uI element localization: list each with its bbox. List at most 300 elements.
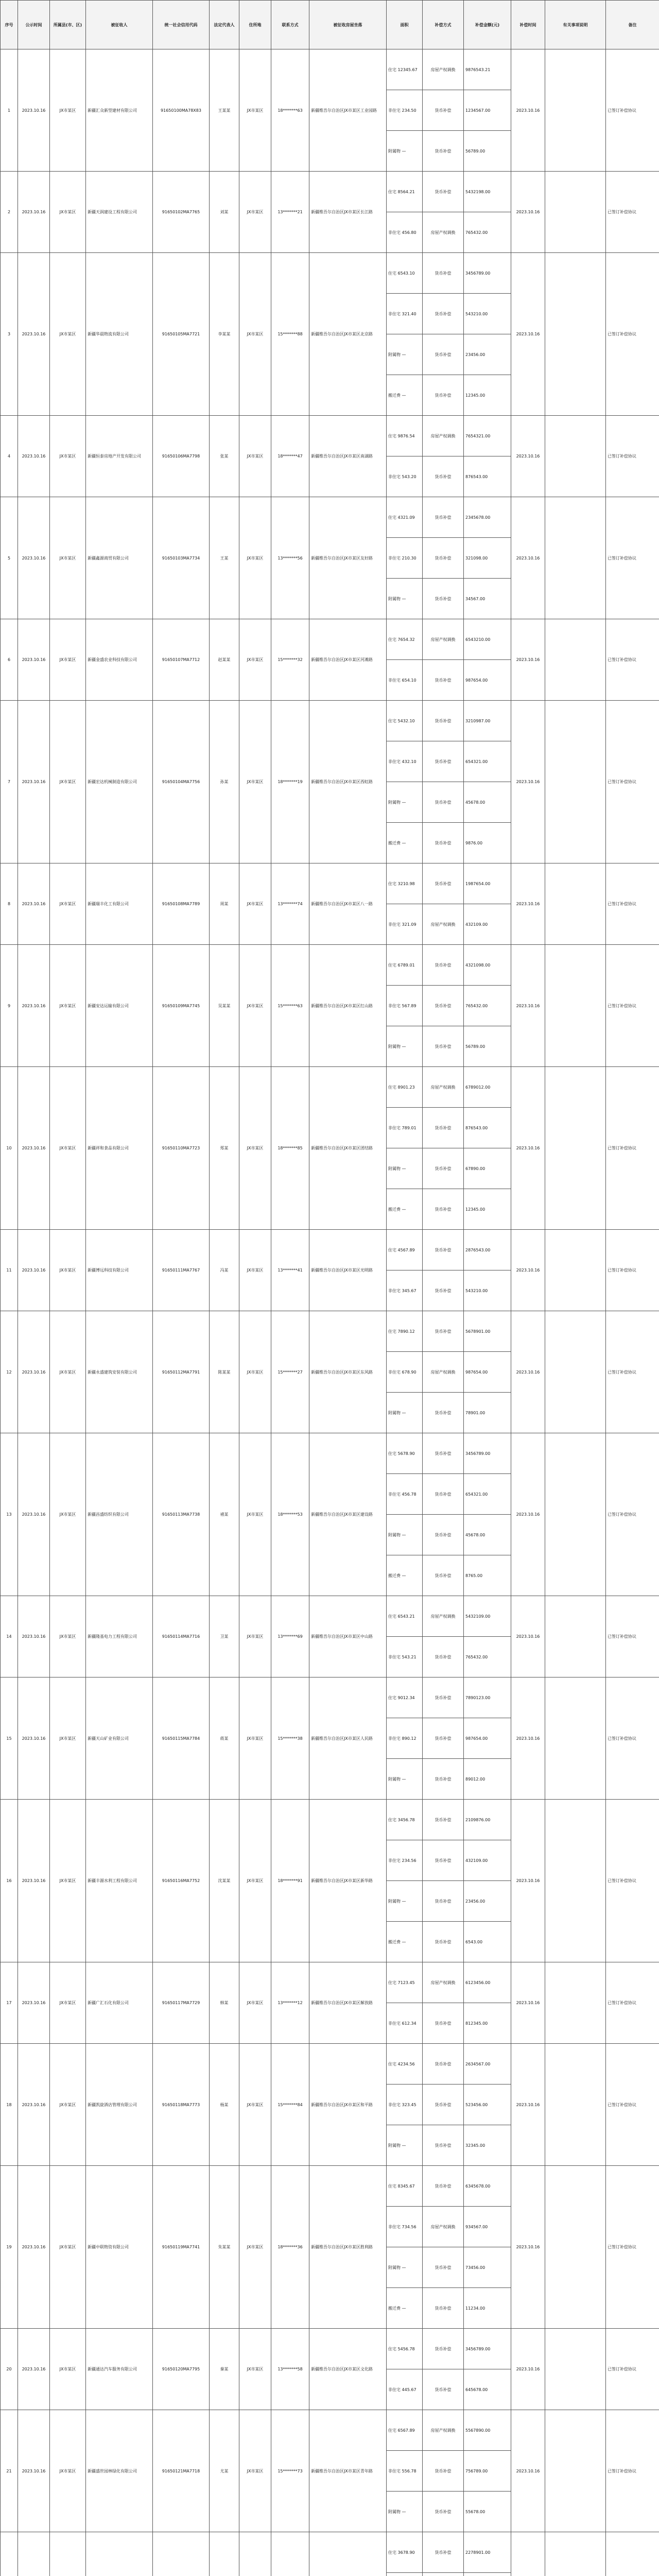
compensation-date	[511, 2532, 545, 2576]
legal-representative: 朱某某	[210, 2166, 239, 2329]
compensation-date: 2023.10.16	[511, 2329, 545, 2410]
compensation-date: 2023.10.16	[511, 49, 545, 172]
address: JX市某区	[239, 1230, 271, 1311]
address: JX市某区	[239, 497, 271, 619]
publish-date: 2023.10.16	[18, 1962, 50, 2044]
table-row	[1, 1067, 659, 1108]
area-cell: 附属物 —	[387, 579, 423, 619]
county: JX市某区	[50, 49, 86, 172]
table-row	[1, 863, 659, 904]
area-cell: 住宅 9876.54	[387, 416, 423, 456]
row-number: 7	[1, 701, 18, 863]
legal-representative: 卫某	[210, 1596, 239, 1677]
expropriated-party: 新疆通达汽车服务有限公司	[86, 2329, 153, 2410]
county: JX市某区	[50, 2410, 86, 2532]
property-location: 新疆维吾尔自治区JX市某区河滩路	[309, 619, 387, 701]
phone: 13*******21	[271, 172, 309, 253]
compensation-method: 房屋产权调换	[423, 1596, 464, 1637]
legal-representative: 杨某	[210, 2044, 239, 2166]
phone: 18*******85	[271, 1067, 309, 1230]
compensation-amount: 2278901.00	[464, 2532, 511, 2573]
expropriated-party: 新疆凯旋酒店管理有限公司	[86, 2044, 153, 2166]
compensation-method: 货币补偿	[423, 741, 464, 782]
remarks-cell	[545, 1433, 606, 1596]
county: JX市某区	[50, 701, 86, 863]
credit-code: 91650113MA7738	[153, 1433, 210, 1596]
compensation-amount: 6543210.00	[464, 619, 511, 660]
legal-representative: 刘某	[210, 172, 239, 253]
property-location: 新疆维吾尔自治区JX市某区建设路	[309, 1433, 387, 1596]
column-header: 住所地	[239, 1, 271, 49]
column-header: 序号	[1, 1, 18, 49]
phone: 13*******69	[271, 1596, 309, 1677]
compensation-date: 2023.10.16	[511, 497, 545, 619]
note: 已签订补偿协议	[606, 1596, 659, 1677]
compensation-method: 货币补偿	[423, 1474, 464, 1515]
area-cell: 非住宅 556.78	[387, 2451, 423, 2492]
compensation-method: 货币补偿	[423, 2329, 464, 2369]
table-row	[1, 2166, 659, 2207]
compensation-date: 2023.10.16	[511, 1596, 545, 1677]
area-cell: 附属物 —	[387, 2492, 423, 2532]
compensation-method: 房屋产权调换	[423, 212, 464, 253]
note: 已签订补偿协议	[606, 1800, 659, 1962]
table-row	[1, 497, 659, 538]
expropriated-party: 新疆宏达机械制造有限公司	[86, 701, 153, 863]
compensation-date: 2023.10.16	[511, 2410, 545, 2532]
compensation-method: 货币补偿	[423, 1555, 464, 1596]
compensation-amount: 6345678.00	[464, 2166, 511, 2207]
column-header: 被征收房屋坐落	[309, 1, 387, 49]
column-header: 统一社会信用代码	[153, 1, 210, 49]
compensation-method: 货币补偿	[423, 1515, 464, 1555]
table-row	[1, 49, 659, 90]
compensation-method: 货币补偿	[423, 2288, 464, 2329]
address: JX市某区	[239, 2410, 271, 2532]
legal-representative: 冯某	[210, 1230, 239, 1311]
address: JX市某区	[239, 619, 271, 701]
property-location: 新疆维吾尔自治区JX市某区文化路	[309, 2329, 387, 2410]
area-cell: 非住宅 612.34	[387, 2003, 423, 2044]
publish-date: 2023.10.16	[18, 416, 50, 497]
compensation-method: 货币补偿	[423, 1148, 464, 1189]
compensation-method: 房屋产权调换	[423, 2410, 464, 2451]
county: JX市某区	[50, 1230, 86, 1311]
property-location: 新疆维吾尔自治区JX市某区胜利路	[309, 2166, 387, 2329]
expropriated-party: 新疆昌盛纺织有限公司	[86, 1433, 153, 1596]
legal-representative: 吴某某	[210, 945, 239, 1067]
county: JX市某区	[50, 1067, 86, 1230]
column-header: 补偿时间	[511, 1, 545, 49]
compensation-amount: 67890.00	[464, 1148, 511, 1189]
row-number: 4	[1, 416, 18, 497]
compensation-amount	[464, 2573, 511, 2576]
row-number: 5	[1, 497, 18, 619]
compensation-method: 货币补偿	[423, 2492, 464, 2532]
publish-date: 2023.10.16	[18, 49, 50, 172]
property-location: 新疆维吾尔自治区JX市某区团结路	[309, 1067, 387, 1230]
county: JX市某区	[50, 2329, 86, 2410]
credit-code: 91650115MA7784	[153, 1677, 210, 1800]
area-cell: 非住宅 234.50	[387, 90, 423, 131]
area-cell: 非住宅 678.90	[387, 1352, 423, 1393]
property-location: 新疆维吾尔自治区JX市某区光明路	[309, 1230, 387, 1311]
compensation-amount: 12345.00	[464, 375, 511, 416]
area-cell	[387, 2573, 423, 2576]
compensation-amount: 1234567.00	[464, 90, 511, 131]
credit-code: 91650114MA7716	[153, 1596, 210, 1677]
compensation-date: 2023.10.16	[511, 1311, 545, 1433]
county: JX市某区	[50, 497, 86, 619]
area-cell: 附属物 —	[387, 2247, 423, 2288]
compensation-amount: 5432198.00	[464, 172, 511, 212]
compensation-amount: 432109.00	[464, 904, 511, 945]
remarks-cell	[545, 2532, 606, 2576]
address	[239, 2532, 271, 2576]
compensation-amount: 5567890.00	[464, 2410, 511, 2451]
table-row	[1, 1230, 659, 1270]
compensation-method: 货币补偿	[423, 945, 464, 986]
address: JX市某区	[239, 49, 271, 172]
column-header: 所属县(市、区)	[50, 1, 86, 49]
column-header: 法定代表人	[210, 1, 239, 49]
credit-code: 91650102MA7765	[153, 172, 210, 253]
compensation-method: 货币补偿	[423, 2125, 464, 2166]
compensation-amount: 56789.00	[464, 1026, 511, 1067]
column-header: 补偿金额(元)	[464, 1, 511, 49]
row-number: 2	[1, 172, 18, 253]
compensation-amount: 45678.00	[464, 782, 511, 823]
remarks-cell	[545, 2044, 606, 2166]
note: 已签订补偿协议	[606, 2044, 659, 2166]
note: 已签订补偿协议	[606, 1677, 659, 1800]
address: JX市某区	[239, 863, 271, 945]
area-cell: 住宅 3210.98	[387, 863, 423, 904]
county: JX市某区	[50, 863, 86, 945]
publish-date: 2023.10.16	[18, 619, 50, 701]
legal-representative: 王某	[210, 497, 239, 619]
county: JX市某区	[50, 172, 86, 253]
area-cell: 非住宅 543.21	[387, 1637, 423, 1677]
remarks-cell	[545, 1962, 606, 2044]
address: JX市某区	[239, 701, 271, 863]
expropriated-party: 新疆祥和食品有限公司	[86, 1067, 153, 1230]
table-row	[1, 619, 659, 660]
area-cell: 住宅 7123.45	[387, 1962, 423, 2003]
county: JX市某区	[50, 1677, 86, 1800]
county: JX市某区	[50, 1962, 86, 2044]
expropriated-party: 新疆广汇石化有限公司	[86, 1962, 153, 2044]
legal-representative: 张某	[210, 416, 239, 497]
compensation-amount: 32345.00	[464, 2125, 511, 2166]
remarks-cell	[545, 701, 606, 863]
area-cell: 住宅 6789.01	[387, 945, 423, 986]
address: JX市某区	[239, 253, 271, 416]
publish-date: 2023.10.16	[18, 1596, 50, 1677]
compensation-date: 2023.10.16	[511, 1433, 545, 1596]
compensation-amount: 987654.00	[464, 1352, 511, 1393]
credit-code: 91650107MA7712	[153, 619, 210, 701]
county: JX市某区	[50, 1800, 86, 1962]
phone: 15*******27	[271, 1311, 309, 1433]
address: JX市某区	[239, 2044, 271, 2166]
expropriated-party: 新疆隆基电力工程有限公司	[86, 1596, 153, 1677]
compensation-amount: 765432.00	[464, 212, 511, 253]
phone: 18*******36	[271, 2166, 309, 2329]
note: 已签订补偿协议	[606, 1230, 659, 1311]
expropriated-party	[86, 2532, 153, 2576]
compensation-amount: 543210.00	[464, 294, 511, 334]
address: JX市某区	[239, 2166, 271, 2329]
compensation-method: 货币补偿	[423, 2044, 464, 2084]
row-number: 20	[1, 2329, 18, 2410]
area-cell: 附属物 —	[387, 334, 423, 375]
credit-code: 91650110MA7723	[153, 1067, 210, 1230]
note: 已签订补偿协议	[606, 2410, 659, 2532]
compensation-method: 房屋产权调换	[423, 1962, 464, 2003]
remarks-cell	[545, 863, 606, 945]
legal-representative: 周某	[210, 863, 239, 945]
compensation-method: 货币补偿	[423, 1108, 464, 1148]
compensation-method: 货币补偿	[423, 2247, 464, 2288]
compensation-amount: 34567.00	[464, 579, 511, 619]
property-location: 新疆维吾尔自治区JX市某区中山路	[309, 1596, 387, 1677]
compensation-method: 房屋产权调换	[423, 619, 464, 660]
row-number: 6	[1, 619, 18, 701]
table-row	[1, 945, 659, 986]
area-cell: 非住宅 445.67	[387, 2369, 423, 2410]
phone: 15*******63	[271, 945, 309, 1067]
compensation-method: 房屋产权调换	[423, 416, 464, 456]
table-row	[1, 1433, 659, 1474]
compensation-amount: 12345.00	[464, 1189, 511, 1230]
compensation-amount: 523456.00	[464, 2084, 511, 2125]
area-cell: 住宅 5456.78	[387, 2329, 423, 2369]
address: JX市某区	[239, 172, 271, 253]
compensation-amount: 8765.00	[464, 1555, 511, 1596]
compensation-amount: 812345.00	[464, 2003, 511, 2044]
row-number: 13	[1, 1433, 18, 1596]
area-cell: 住宅 9012.34	[387, 1677, 423, 1718]
area-cell: 搬迁费 —	[387, 1555, 423, 1596]
publish-date: 2023.10.16	[18, 497, 50, 619]
compensation-method: 货币补偿	[423, 375, 464, 416]
publish-date: 2023.10.16	[18, 1677, 50, 1800]
note: 已签订补偿协议	[606, 253, 659, 416]
area-cell: 非住宅 890.12	[387, 1718, 423, 1759]
phone: 15*******88	[271, 253, 309, 416]
compensation-amount: 432109.00	[464, 1840, 511, 1881]
legal-representative: 韩某	[210, 1962, 239, 2044]
area-cell: 住宅 7890.12	[387, 1311, 423, 1352]
credit-code: 91650117MA7729	[153, 1962, 210, 2044]
compensation-date: 2023.10.16	[511, 701, 545, 863]
column-header: 有关事项说明	[545, 1, 606, 49]
publish-date: 2023.10.16	[18, 2044, 50, 2166]
compensation-date: 2023.10.16	[511, 2044, 545, 2166]
phone: 18*******91	[271, 1800, 309, 1962]
area-cell: 住宅 4567.89	[387, 1230, 423, 1270]
area-cell: 附属物 —	[387, 1515, 423, 1555]
address: JX市某区	[239, 1677, 271, 1800]
property-location: 新疆维吾尔自治区JX市某区八一路	[309, 863, 387, 945]
column-header: 备注	[606, 1, 659, 49]
compensation-method: 货币补偿	[423, 2532, 464, 2573]
compensation-method: 货币补偿	[423, 1881, 464, 1922]
credit-code: 91650121MA7718	[153, 2410, 210, 2532]
compensation-method: 货币补偿	[423, 172, 464, 212]
compensation-method: 货币补偿	[423, 1393, 464, 1433]
property-location: 新疆维吾尔自治区JX市某区红山路	[309, 945, 387, 1067]
credit-code: 91650118MA7773	[153, 2044, 210, 2166]
address: JX市某区	[239, 945, 271, 1067]
property-location: 新疆维吾尔自治区JX市某区南湖路	[309, 416, 387, 497]
address: JX市某区	[239, 1433, 271, 1596]
expropriated-party: 新疆中联物资有限公司	[86, 2166, 153, 2329]
remarks-cell	[545, 1311, 606, 1433]
compensation-amount: 1987654.00	[464, 863, 511, 904]
compensation-amount: 5432109.00	[464, 1596, 511, 1637]
publish-date: 2023.10.16	[18, 2329, 50, 2410]
area-cell: 住宅 8564.21	[387, 172, 423, 212]
phone: 13*******41	[271, 1230, 309, 1311]
publish-date: 2023.10.16	[18, 701, 50, 863]
credit-code: 91650105MA7721	[153, 253, 210, 416]
table-row	[1, 2329, 659, 2369]
area-cell: 附属物 —	[387, 1759, 423, 1800]
phone: 13*******58	[271, 2329, 309, 2410]
publish-date: 2023.10.16	[18, 1230, 50, 1311]
table-body	[1, 49, 659, 2576]
note: 已签订补偿协议	[606, 619, 659, 701]
note: 已签订补偿协议	[606, 172, 659, 253]
note: 已签订补偿协议	[606, 49, 659, 172]
compensation-method: 货币补偿	[423, 863, 464, 904]
area-cell: 非住宅 321.40	[387, 294, 423, 334]
compensation-amount: 876543.00	[464, 456, 511, 497]
property-location: 新疆维吾尔自治区JX市某区长江路	[309, 172, 387, 253]
compensation-amount: 9876.00	[464, 823, 511, 863]
compensation-method: 货币补偿	[423, 1677, 464, 1718]
legal-representative: 褚某	[210, 1433, 239, 1596]
credit-code: 91650112MA7791	[153, 1311, 210, 1433]
compensation-amount: 55678.00	[464, 2492, 511, 2532]
compensation-method: 货币补偿	[423, 2084, 464, 2125]
table-row	[1, 2044, 659, 2084]
table-row	[1, 2532, 659, 2573]
compensation-amount: 6123456.00	[464, 1962, 511, 2003]
expropriated-party: 新疆盛世园林绿化有限公司	[86, 2410, 153, 2532]
compensation-date: 2023.10.16	[511, 863, 545, 945]
note: 已签订补偿协议	[606, 1067, 659, 1230]
compensation-amount: 45678.00	[464, 1515, 511, 1555]
compensation-amount: 934567.00	[464, 2207, 511, 2247]
compensation-method: 货币补偿	[423, 90, 464, 131]
compensation-amount: 765432.00	[464, 1637, 511, 1677]
compensation-method: 货币补偿	[423, 1311, 464, 1352]
remarks-cell	[545, 945, 606, 1067]
remarks-cell	[545, 1230, 606, 1311]
column-header: 公示时间	[18, 1, 50, 49]
credit-code: 91650111MA7767	[153, 1230, 210, 1311]
area-cell: 住宅 12345.67	[387, 49, 423, 90]
table-row	[1, 1596, 659, 1637]
compensation-amount: 9876543.21	[464, 49, 511, 90]
property-location: 新疆维吾尔自治区JX市某区工业园路	[309, 49, 387, 172]
note: 已签订补偿协议	[606, 2329, 659, 2410]
legal-representative: 王某某	[210, 49, 239, 172]
compensation-date: 2023.10.16	[511, 253, 545, 416]
compensation-method: 房屋产权调换	[423, 2207, 464, 2247]
phone: 15*******84	[271, 2044, 309, 2166]
compensation-method: 货币补偿	[423, 131, 464, 172]
compensation-date: 2023.10.16	[511, 1800, 545, 1962]
remarks-cell	[545, 172, 606, 253]
area-cell: 非住宅 234.56	[387, 1840, 423, 1881]
compensation-amount: 89012.00	[464, 1759, 511, 1800]
area-cell: 附属物 —	[387, 131, 423, 172]
phone: 18*******53	[271, 1433, 309, 1596]
publish-date: 2023.10.16	[18, 253, 50, 416]
area-cell: 住宅 4234.56	[387, 2044, 423, 2084]
remarks-cell	[545, 2410, 606, 2532]
area-cell: 附属物 —	[387, 1148, 423, 1189]
compensation-method: 货币补偿	[423, 2369, 464, 2410]
compensation-method: 货币补偿	[423, 986, 464, 1026]
phone	[271, 2532, 309, 2576]
property-location: 新疆维吾尔自治区JX市某区友好路	[309, 497, 387, 619]
area-cell: 住宅 3456.78	[387, 1800, 423, 1840]
compensation-method: 货币补偿	[423, 1922, 464, 1962]
phone: 18*******63	[271, 49, 309, 172]
compensation-amount: 23456.00	[464, 1881, 511, 1922]
county: JX市某区	[50, 945, 86, 1067]
area-cell: 非住宅 456.78	[387, 1474, 423, 1515]
compensation-amount: 4321098.00	[464, 945, 511, 986]
area-cell: 非住宅 654.10	[387, 660, 423, 701]
table-row	[1, 1800, 659, 1840]
area-cell: 非住宅 734.56	[387, 2207, 423, 2247]
county: JX市某区	[50, 619, 86, 701]
compensation-method: 货币补偿	[423, 1840, 464, 1881]
expropriated-party: 新疆永盛建筑安装有限公司	[86, 1311, 153, 1433]
compensation-method: 货币补偿	[423, 1637, 464, 1677]
area-cell: 附属物 —	[387, 2125, 423, 2166]
area-cell: 非住宅 567.89	[387, 986, 423, 1026]
property-location	[309, 2532, 387, 2576]
address: JX市某区	[239, 416, 271, 497]
expropriated-party: 新疆汇众新型建材有限公司	[86, 49, 153, 172]
compensation-date: 2023.10.16	[511, 172, 545, 253]
row-number: 14	[1, 1596, 18, 1677]
legal-representative: 秦某	[210, 2329, 239, 2410]
area-cell: 搬迁费 —	[387, 1189, 423, 1230]
address: JX市某区	[239, 1800, 271, 1962]
publish-date: 2023.10.16	[18, 1311, 50, 1433]
compensation-amount: 645678.00	[464, 2369, 511, 2410]
property-location: 新疆维吾尔自治区JX市某区和平路	[309, 2044, 387, 2166]
row-number: 17	[1, 1962, 18, 2044]
area-cell: 非住宅 321.09	[387, 904, 423, 945]
area-cell: 住宅 6567.89	[387, 2410, 423, 2451]
legal-representative	[210, 2532, 239, 2576]
compensation-method: 房屋产权调换	[423, 49, 464, 90]
expropriated-party: 新疆丰源水利工程有限公司	[86, 1800, 153, 1962]
compensation-amount: 3456789.00	[464, 1433, 511, 1474]
row-number: 12	[1, 1311, 18, 1433]
area-cell: 搬迁费 —	[387, 823, 423, 863]
area-cell: 住宅 5432.10	[387, 701, 423, 741]
